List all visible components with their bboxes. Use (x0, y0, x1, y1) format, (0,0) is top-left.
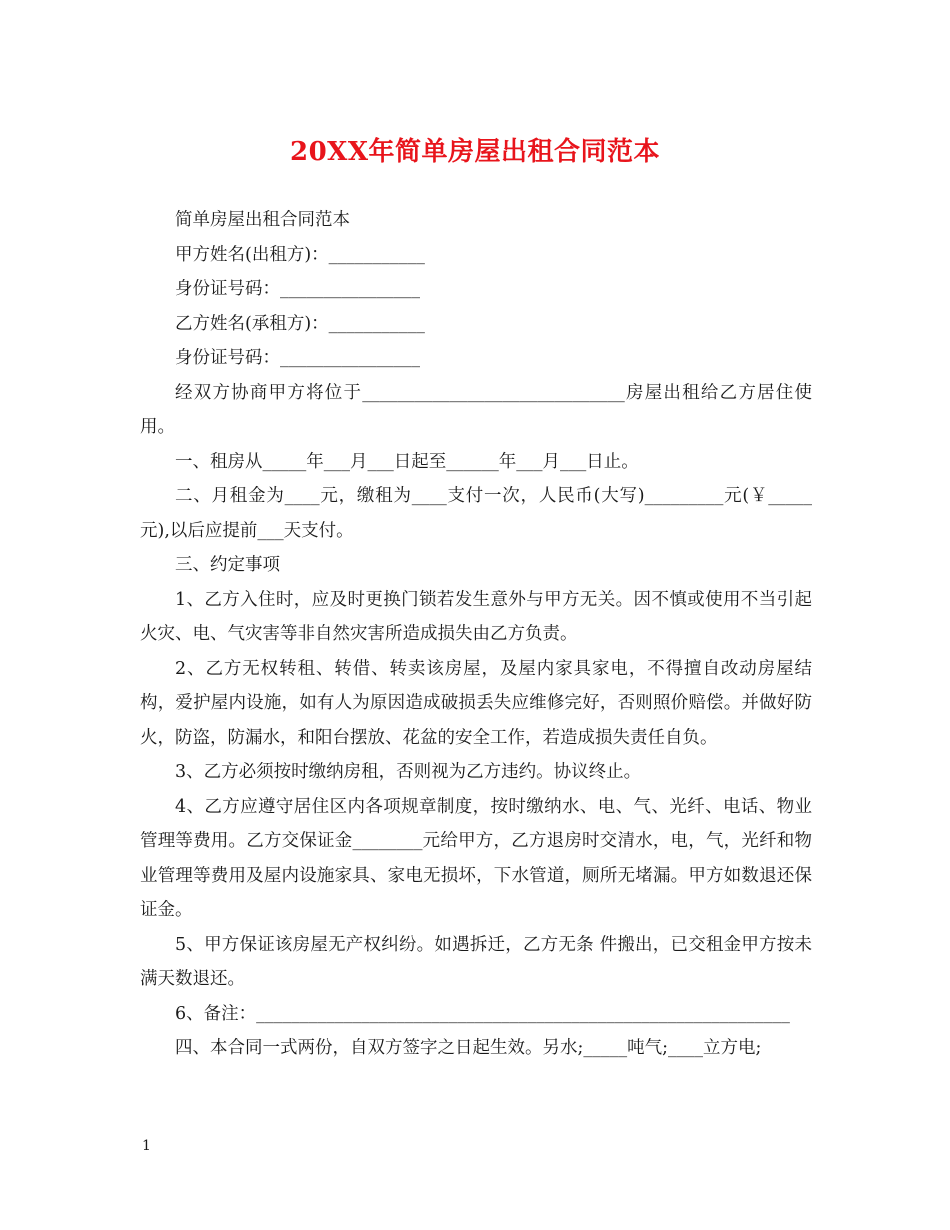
party-a-id-line: 身份证号码：________________ (175, 279, 420, 299)
clause-1-lease-term: 一、租房从_____年___月___日起至______年___月___日止。 (175, 451, 639, 472)
document-body (140, 203, 812, 1066)
clause-2-rent: 二、月租金为____元，缴租为____支付一次，人民币(大写)_________元(￥_____元),以后应提前___天支付。 (140, 486, 812, 541)
party-b-id-line: 身份证号码：________________ (175, 348, 420, 368)
term-4-paragraph: 4、乙方应遵守居住区内各项规章制度，按时缴纳水、电、气、光纤、电话、物业管理等费用。乙方交保证金________元给甲方，乙方退房时交清水，电，气，光纤和物业管理等费用及屋内设施家具、家电无损坏，下水管道，厕所无堵漏。甲方如数退还保证金。 (140, 796, 812, 920)
term-1-paragraph: 1、乙方入住时，应及时更换门锁若发生意外与甲方无关。因不慎或使用不当引起火灾、电、气灾害等非自然灾害所造成损失由乙方负责。 (140, 589, 812, 644)
paragraph-heading: 简单房屋出租合同范本 (175, 210, 350, 230)
property-location-paragraph: 经双方协商甲方将位于______________________________房屋出租给乙方居住使用。 (140, 382, 812, 437)
page-number: 1 (142, 1138, 151, 1154)
party-b-name-line: 乙方姓名(承租方)：___________ (175, 313, 425, 334)
document-title: 20XX年简单房屋出租合同范本 (289, 137, 661, 167)
term-6-remarks: 6、备注：_____________________________________________________________ (175, 1003, 790, 1024)
clause-4-paragraph: 四、本合同一式两份，自双方签字之日起生效。另水;_____吨气;____立方电; (175, 1038, 762, 1058)
term-5-paragraph: 5、甲方保证该房屋无产权纠纷。如遇拆迁，乙方无条 件搬出，已交租金甲方按未满天数退还。 (140, 934, 812, 989)
term-3-paragraph: 3、乙方必须按时缴纳房租，否则视为乙方违约。协议终止。 (175, 762, 642, 782)
term-2-paragraph: 2、乙方无权转租、转借、转卖该房屋，及屋内家具家电，不得擅自改动房屋结构，爱护屋内设施，如有人为原因造成破损丢失应维修完好，否则照价赔偿。并做好防火，防盗，防漏水，和阳台摆放、花盆的安全工作，若造成损失责任自负。 (140, 658, 812, 748)
party-a-name-line: 甲方姓名(出租方)：___________ (175, 244, 425, 265)
clause-3-heading: 三、约定事项 (175, 555, 280, 575)
